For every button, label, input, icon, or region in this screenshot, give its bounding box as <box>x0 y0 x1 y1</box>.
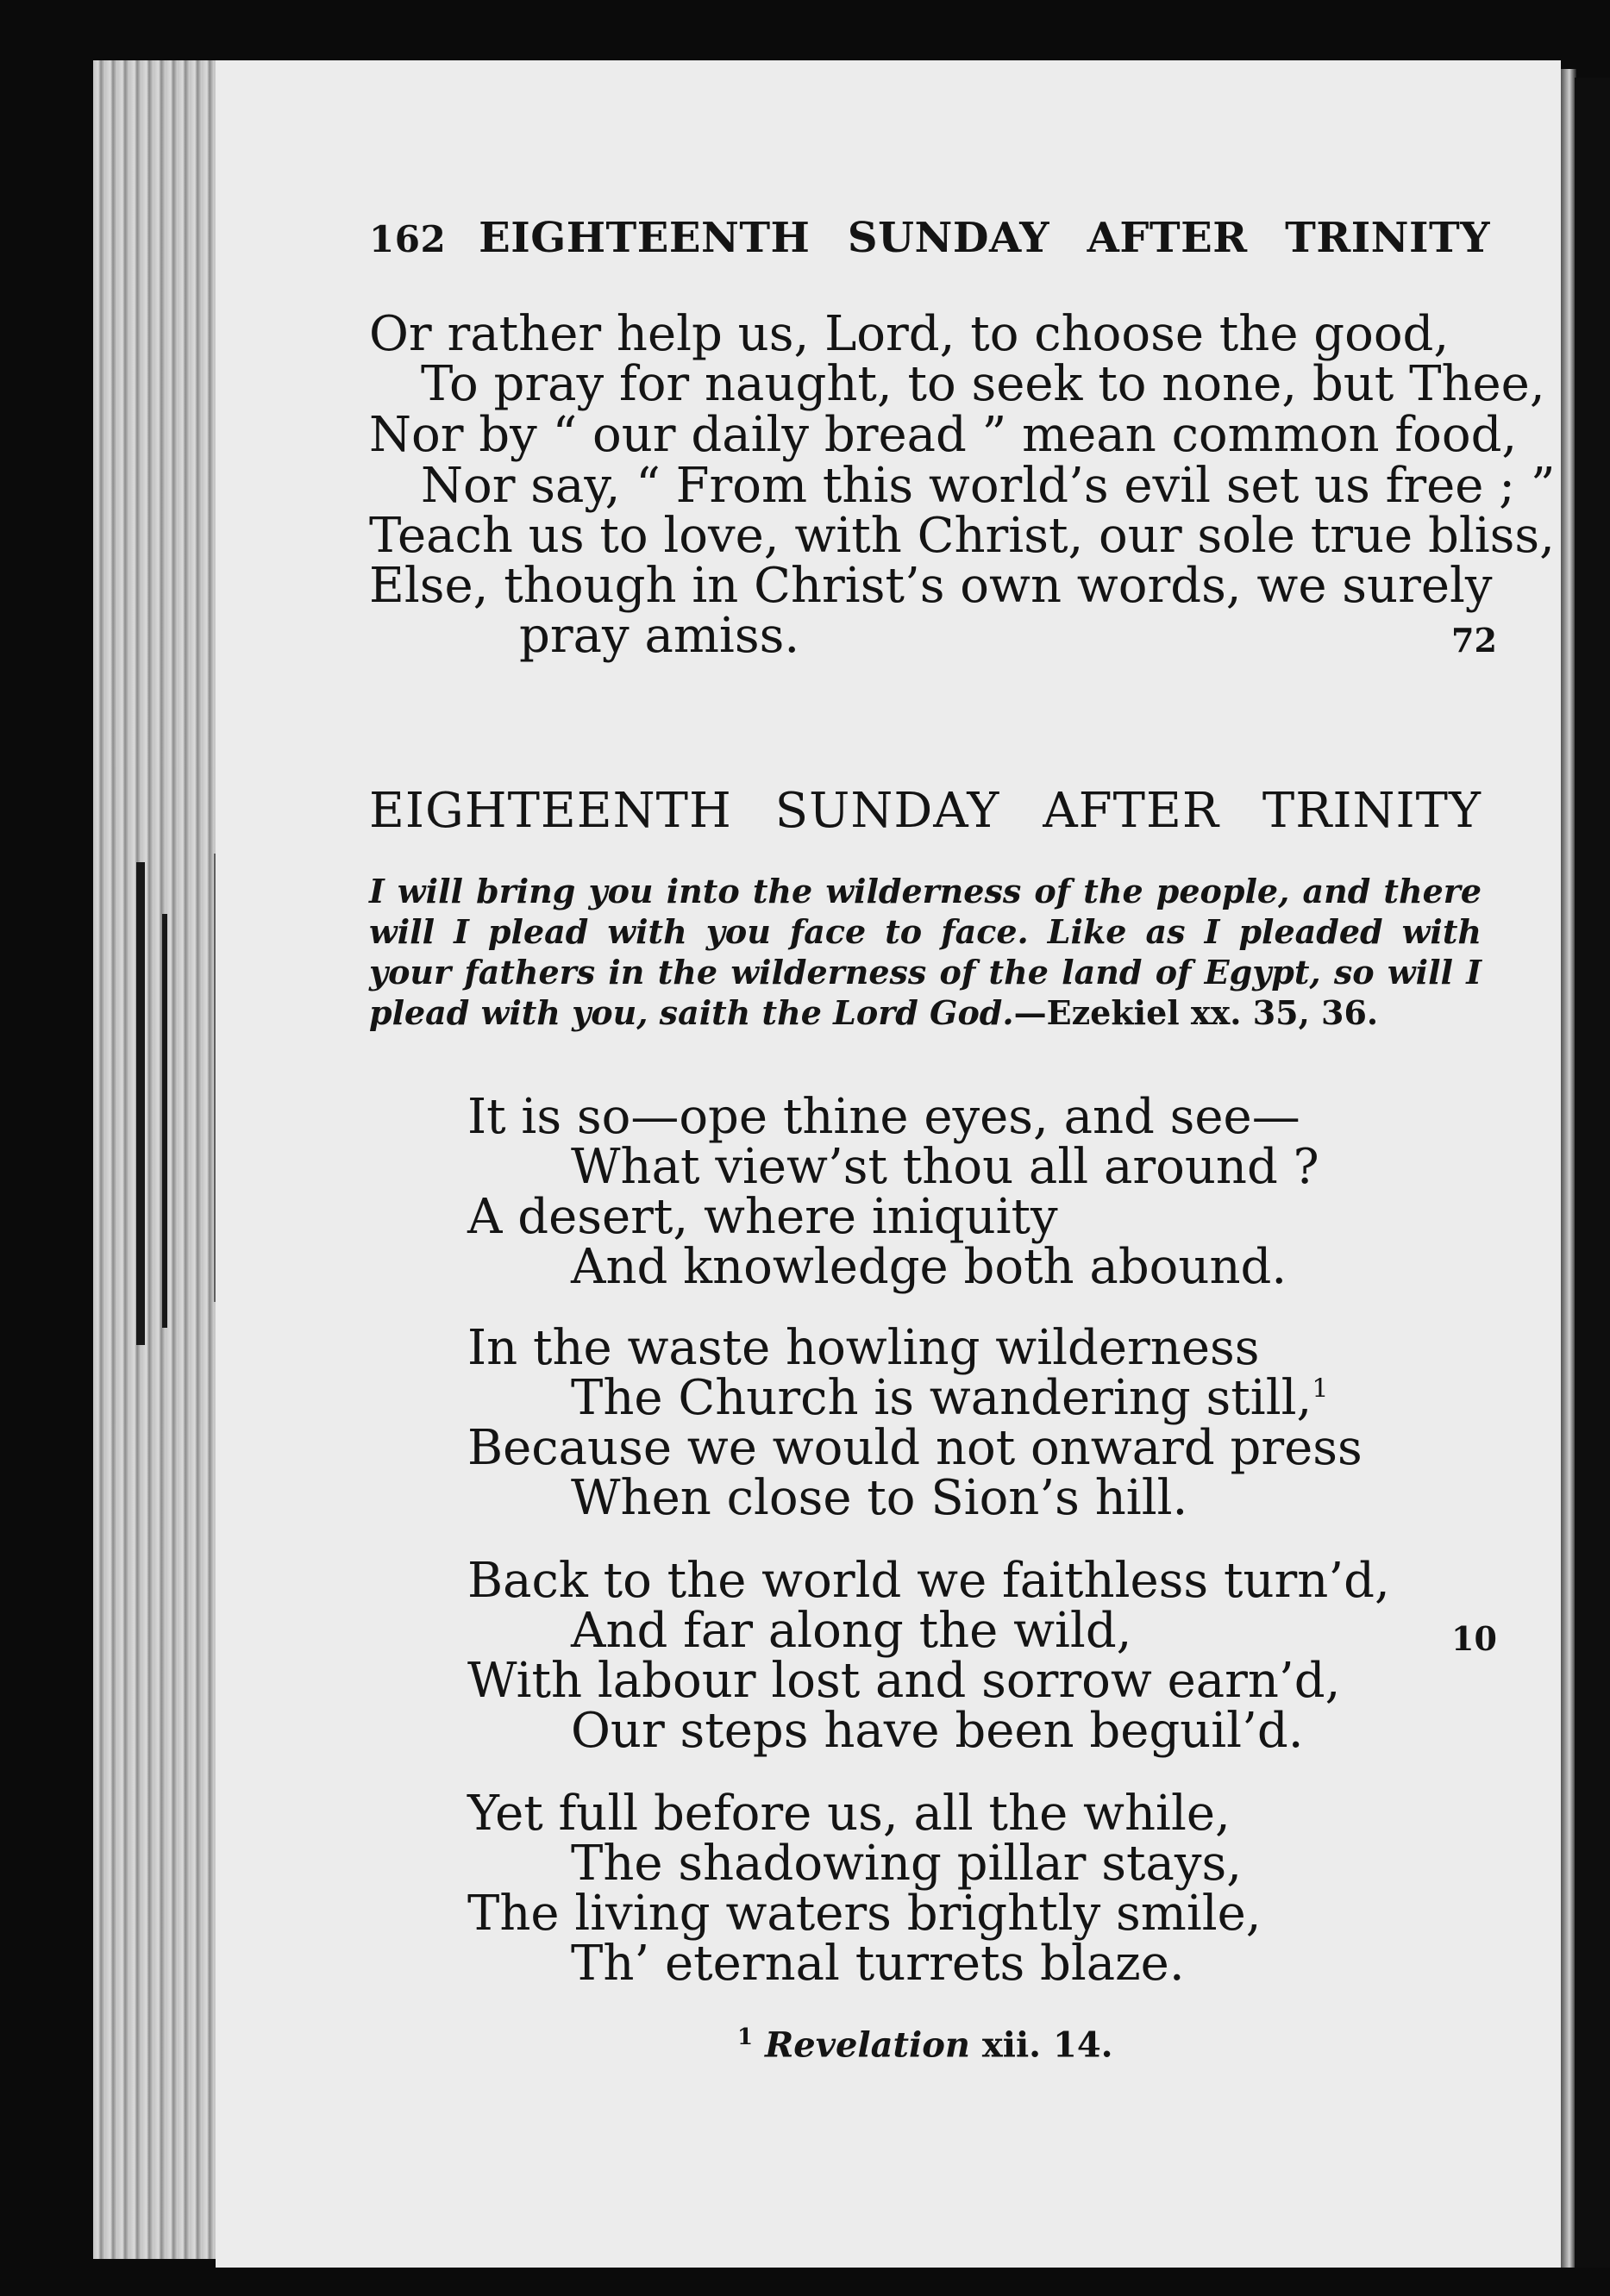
poem-line: In the waste howling wilderness <box>467 1320 1260 1376</box>
poem-line: Or rather help us, Lord, to choose the good, <box>369 306 1450 362</box>
section-title: EIGHTEENTH SUNDAY AFTER TRINITY <box>369 783 1482 839</box>
poem-line: And far along the wild, <box>571 1603 1132 1659</box>
line-number: 10 <box>1451 1619 1497 1658</box>
poem-line: And knowledge both abound. <box>571 1239 1287 1295</box>
facing-page <box>1575 78 1610 2268</box>
poem-line: Nor by “ our daily bread ” mean common food, <box>369 407 1518 463</box>
poem-line: Teach us to love, with Christ, our sole true bliss, <box>369 508 1555 564</box>
footnote-number: 1 <box>737 2024 754 2050</box>
running-head-title: EIGHTEENTH SUNDAY AFTER TRINITY <box>479 214 1490 262</box>
poem-line: When close to Sion’s hill. <box>571 1470 1188 1526</box>
poem-line: Nor say, “ From this world’s evil set us free ; ” <box>421 458 1556 514</box>
poem-line: Our steps have been beguil’d. <box>571 1703 1304 1759</box>
poem-line: A desert, where iniquity <box>467 1189 1058 1245</box>
poem-line: pray amiss. <box>519 608 800 664</box>
footnote-marker: 1 <box>1312 1373 1329 1405</box>
poem-line: With labour lost and sorrow earn’d, <box>467 1653 1341 1709</box>
line-number: 72 <box>1451 621 1497 660</box>
epigraph-text: I will bring you into the wilderness of the people, and there will I plead with you face to face. Like as I pleaded with your fathers in the wilderness of the land of Egypt, so will I plead with you, saith the Lord God. <box>369 872 1482 1032</box>
poem-line: To pray for naught, to seek to none, but Thee, <box>421 356 1545 412</box>
poem-line: Because we would not onward press <box>467 1420 1363 1476</box>
running-head <box>369 214 1490 262</box>
poem-line: Back to the world we faithless turn’d, <box>467 1553 1390 1609</box>
poem-line <box>571 1370 1329 1426</box>
epigraph <box>369 871 1482 1033</box>
epigraph-source: —Ezekiel xx. 35, 36. <box>1013 993 1379 1032</box>
poem-line: The living waters brightly smile, <box>467 1886 1262 1942</box>
book-right-edge <box>1559 69 1576 2268</box>
poem-line: What view’st thou all around ? <box>571 1139 1319 1195</box>
poem-line: It is so—ope thine eyes, and see— <box>467 1089 1300 1145</box>
poem-line: Else, though in Christ’s own words, we surely <box>369 558 1493 614</box>
poem-line: The shadowing pillar stays, <box>571 1836 1243 1892</box>
poem-line-text: The Church is wandering still, <box>571 1370 1312 1426</box>
page-number: 162 <box>369 218 447 260</box>
footnote-book: Revelation <box>765 2024 970 2066</box>
poem-line: Yet full before us, all the while, <box>467 1786 1231 1842</box>
footnote <box>737 2024 1113 2065</box>
footnote-reference: xii. 14. <box>981 2024 1113 2066</box>
poem-line: Th’ eternal turrets blaze. <box>571 1936 1185 1992</box>
